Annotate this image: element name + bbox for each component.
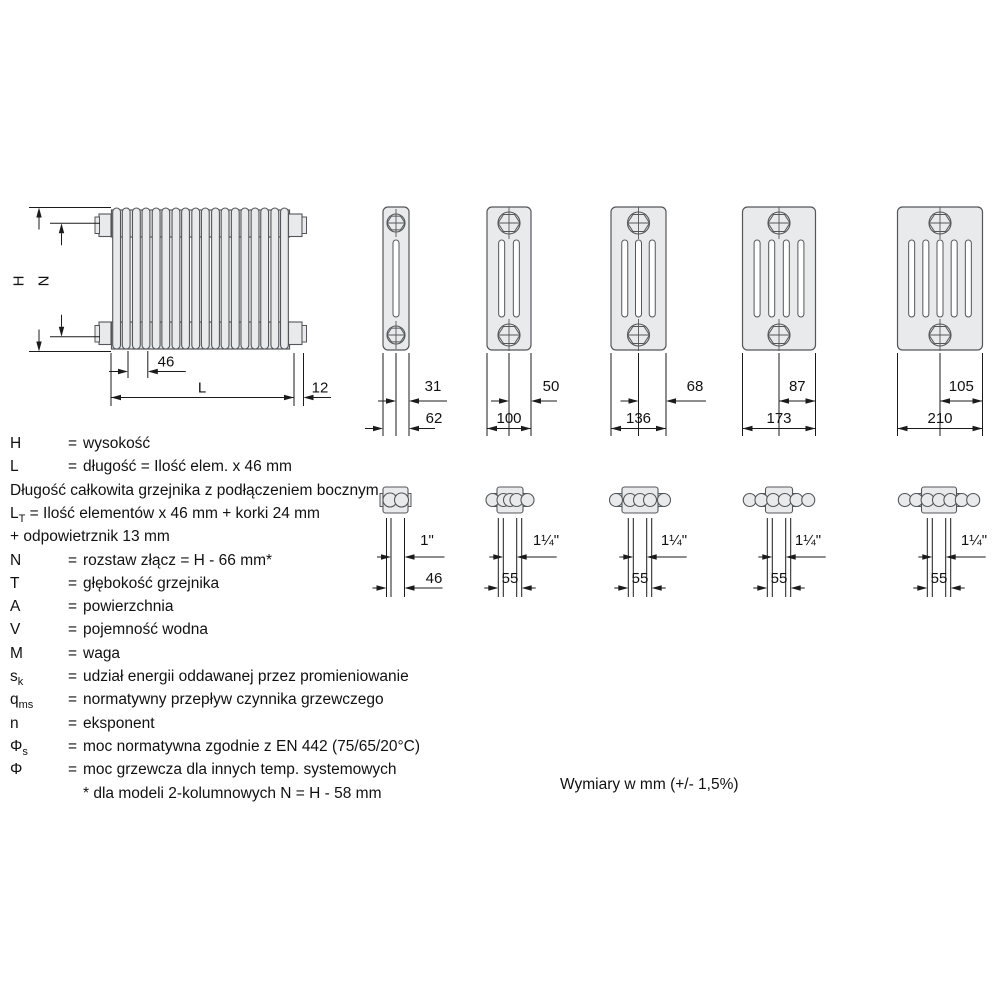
connection-label: 1" [420,532,434,549]
depth-label: 173 [766,410,792,427]
legend-equals: = [68,644,78,662]
depth-label: 136 [625,410,652,427]
legend-equals: = [68,551,78,569]
connection-label: 1¼" [960,532,988,549]
half-depth-label: 31 [424,378,442,395]
tube-circle [755,494,768,507]
legend-description: rozstaw złącz = H - 66 mm* [83,551,273,569]
tube-circle [610,494,623,507]
half-depth-dimension [779,378,816,404]
pitch-label: 46 [157,353,175,371]
legend-description: moc normatywna zgodnie z EN 442 (75/65/20°C) [83,737,421,755]
legend [0,0,560,820]
legend-description: eksponent [83,714,155,732]
h-label: H [10,275,28,287]
depth-dimension [611,410,666,431]
legend-equals: = [68,761,78,779]
tube-circle [778,494,791,507]
depth-label: 62 [425,410,443,427]
pitch-dimension [753,570,804,591]
column-slot [622,240,628,317]
legend-symbol: H [10,435,22,452]
half-depth-dimension [940,378,983,404]
legend-symbol: Φ [10,761,23,779]
legend-text: * dla modeli 2-kolumnowych N = H - 58 mm [83,784,382,802]
legend-equals: = [68,621,78,639]
legend-text: + odpowietrznik 13 mm [10,528,170,546]
legend-equals: = [68,458,78,476]
column-slot [923,240,929,317]
top-view-6-column [898,487,987,597]
legend-symbol: L [10,458,19,476]
column-slot [769,240,775,317]
legend-description: powierzchnia [83,598,174,616]
legend-equals: = [68,435,78,452]
pitch-label: 55 [631,570,649,587]
legend-symbol: $s_k$ [10,668,24,689]
connection-dimension [619,532,687,560]
tube-circle [658,494,671,507]
tube-circle [967,494,980,507]
legend-text: $L_T$ = Ilość elementów x 46 mm + korki 24 mm [10,504,320,525]
column-slot [937,240,943,317]
side-view-5-column [743,207,816,436]
pitch-label: 46 [425,570,443,587]
legend-description: normatywny przepływ czynnika grzewczego [83,691,384,709]
pitch-label: 55 [770,570,788,587]
legend-symbol: M [10,644,23,662]
legend-symbol: A [10,598,21,616]
legend-symbol: n [10,714,19,732]
top-view-4-column [610,487,688,597]
legend-symbol: $q_{ms}$ [10,691,34,712]
column-slot [951,240,957,317]
legend-text: Długość całkowita grzejnika z podłączeniem bocznym [10,481,379,499]
legend-description: moc grzewcza dla innych temp. systemowych [83,761,397,779]
connection-label: 1¼" [532,532,560,549]
tube-circle [802,494,815,507]
half-depth-dimension [621,378,707,404]
legend-symbol: $\Phi_s$ [10,737,28,758]
connection-label: 1¼" [794,532,822,549]
legend-description: głębokość grzejnika [83,574,220,592]
column-slot [649,240,655,317]
pitch-label: 55 [501,570,519,587]
legend-equals: = [68,598,78,616]
length-label: L [197,379,207,397]
tube-circle [790,494,803,507]
side-view-6-column [898,207,983,436]
connection-label: 1¼" [660,532,688,549]
legend-description: pojemność wodna [83,621,208,639]
column-slot [783,240,789,317]
top-view-5-column [743,487,825,597]
depth-label: 210 [927,410,953,427]
dimensions-note: Wymiary w mm (+/- 1,5%) [560,776,739,793]
depth-dimension [743,410,816,431]
tube-circle [743,494,756,507]
legend-description: wysokość [83,435,151,452]
tube-circle [644,494,657,507]
pitch-dimension [614,570,665,591]
half-depth-label: 68 [686,378,704,395]
legend-equals: = [68,691,78,709]
side-view-4-column [611,207,706,436]
legend-symbol: T [10,574,20,592]
column-slot [909,240,915,317]
depth-dimension [898,410,983,431]
column-slot [754,240,760,317]
pitch-dimension [913,570,964,591]
column-slot [965,240,971,317]
endcap-label: 12 [311,379,329,397]
tube-circle [767,494,780,507]
column-slot [636,240,642,317]
n-label: N [35,275,53,287]
half-depth-label: 87 [788,378,806,395]
legend-equals: = [68,574,78,592]
legend-equals: = [68,668,78,685]
connection-dimension [918,532,987,560]
pitch-label: 55 [930,570,948,587]
legend-equals: = [68,714,78,732]
connection-dimension [758,532,825,560]
legend-equals: = [68,737,78,755]
half-depth-label: 105 [948,378,974,395]
legend-description: waga [83,644,121,662]
legend-description: długość = Ilość elem. x 46 mm [83,458,292,476]
depth-label: 100 [496,410,522,427]
legend-symbol: N [10,551,22,569]
legend-symbol: V [10,621,21,639]
half-depth-label: 50 [542,378,560,395]
legend-description: udział energii oddawanej przez promieniowanie [83,668,409,685]
column-slot [798,240,804,317]
